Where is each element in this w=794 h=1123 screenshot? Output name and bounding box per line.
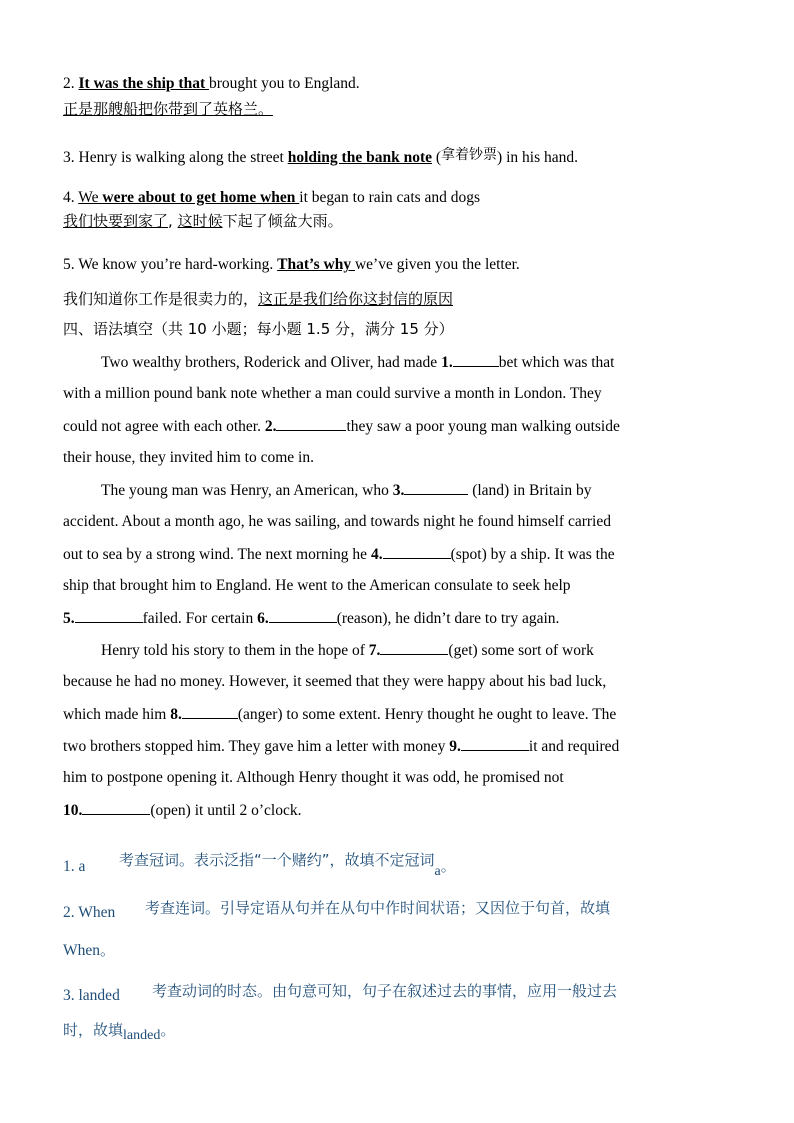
chinese-hint: 拿着钞票 [441,147,498,163]
text: (spot) by a ship. It was the [450,546,615,563]
sentence-start: We know you’re hard-working. [78,256,278,273]
passage-line-9 [63,608,559,629]
passage-line-6: accident. About a month ago, he was sailing, and towards night he found himself carried [63,513,611,530]
blank-6[interactable] [269,608,337,623]
passage-line-1 [101,352,614,373]
blank-number: 2. [264,418,277,435]
passage-line-12 [63,704,616,725]
answer-phrase: That’s why [277,256,355,273]
answer-tail: a [434,864,441,879]
blank-2[interactable] [276,416,346,431]
answer-key: 3. landed [63,987,120,1004]
paren-open: ( [432,149,442,166]
passage-line-5 [101,480,591,501]
text: The young man was Henry, an American, who [101,482,393,499]
sentence-rest: we’ve given you the letter. [354,256,520,273]
blank-5[interactable] [75,608,143,623]
blank-10[interactable] [82,800,150,815]
answer-2-cont [63,940,115,961]
chinese-part-c: 这时候 [177,212,223,230]
answer-end: 。 [440,857,456,875]
translation-5-cn [63,289,453,309]
text: Two wealthy brothers, Roderick and Oliver, had made [101,354,442,371]
translation-2-cn [63,99,273,119]
translation-3 [63,148,578,168]
text: two brothers stopped him. They gave him a letter with money [63,738,450,755]
answer-explanation: 考查冠词。表示泛指“一个赌约”，故填不定冠词 [119,851,435,869]
blank-number: 1. [441,354,453,371]
sentence-start: Henry is walking along the street [78,149,288,166]
blank-1[interactable] [453,352,499,367]
translation-2-en [63,74,360,94]
translation-5-en [63,255,520,275]
passage-line-2: with a million pound bank note whether a man could survive a month in London. They [63,385,602,402]
answer-3 [63,982,618,1006]
blank-9[interactable] [461,736,529,751]
chinese-part-a: 我们知道你工作是很卖力的， [63,290,259,308]
blank-number: 9. [449,738,461,755]
translation-4-en [63,188,480,208]
text: they saw a poor young man walking outside [346,418,620,435]
text: failed. For certain [142,610,258,627]
answer-cn: 时，故填 [63,1021,124,1039]
sentence-rest: in his hand. [502,149,578,166]
answer-phrase: were about to get home when [102,189,300,206]
chinese-part-d: 下起了倾盆大雨。 [222,212,343,230]
passage-line-7 [63,544,615,565]
passage-line-8: ship that brought him to England. He went to the American consulate to seek help [63,577,571,594]
section-heading: 四、语法填空（共 10 小题；每小题 1.5 分，满分 15 分） [63,320,454,338]
item-number: 3. [63,149,75,166]
blank-7[interactable] [380,640,448,655]
passage-line-10 [101,640,594,661]
answer-explanation: 考查动词的时态。由句意可知，句子在叙述过去的事情，应用一般过去 [152,982,618,1000]
answer-word: When [63,942,101,959]
passage-line-3 [63,416,620,437]
blank-number: 8. [170,706,182,723]
answer-3-cont [63,1020,175,1042]
blank-number: 6. [257,610,269,627]
answer-end: 。 [160,1021,176,1039]
text: (get) some sort of work [448,642,594,659]
answer-phrase: holding the bank note [287,149,432,166]
passage-line-13 [63,736,619,757]
paren-close: ) [497,149,503,166]
blank-3[interactable] [404,480,468,495]
answer-end: 。 [100,941,116,959]
answer-2 [63,899,611,923]
text: (open) it until 2 o’clock. [150,802,302,819]
chinese-sentence: 正是那艘船把你带到了英格兰。 [63,100,274,118]
blank-number: 7. [368,642,381,659]
text: bet which was that [498,354,615,371]
answer-1 [63,851,456,879]
passage-line-15 [63,800,301,821]
translation-4-cn [63,211,343,231]
chinese-comma: , [168,212,178,230]
item-number: 5. [63,256,75,273]
blank-number: 5. [63,610,75,627]
passage-line-4: their house, they invited him to come in. [63,449,314,466]
answer-key: 1. a [63,858,86,875]
answer-phrase: It was the ship that [78,75,209,92]
blank-4[interactable] [383,544,451,559]
blank-number: 4. [370,546,383,563]
sentence-rest: it began to rain cats and dogs [299,189,481,206]
text: Henry told his story to them in the hope of [101,642,369,659]
sentence-rest: brought you to England. [208,75,360,92]
text: could not agree with each other. [63,418,265,435]
text: (anger) to some extent. Henry thought he ought to leave. The [237,706,617,723]
text: out to sea by a strong wind. The next morning he [63,546,371,563]
blank-8[interactable] [182,704,238,719]
text: it and required [528,738,620,755]
passage-line-14: him to postpone opening it. Although Henry thought it was odd, he promised not [63,769,564,786]
blank-number: 10. [63,802,83,819]
text: (land) in Britain by [468,482,592,499]
answer-word: landed [123,1028,161,1043]
passage-line-11: because he had no money. However, it seemed that they were happy about his bad luck, [63,673,607,690]
item-number: 2. [63,75,75,92]
chinese-part-a: 我们快要到家了 [63,212,169,230]
text: (reason), he didn’t dare to try again. [336,610,560,627]
blank-number: 3. [392,482,405,499]
answer-explanation: 考查连词。引导定语从句并在从句中作时间状语；又因位于句首，故填 [145,899,611,917]
answer-word: We [78,189,103,206]
text: which made him [63,706,171,723]
answer-key: 2. When [63,904,116,921]
item-number: 4. [63,189,75,206]
chinese-part-b: 这正是我们给你这封信的原因 [258,290,454,308]
